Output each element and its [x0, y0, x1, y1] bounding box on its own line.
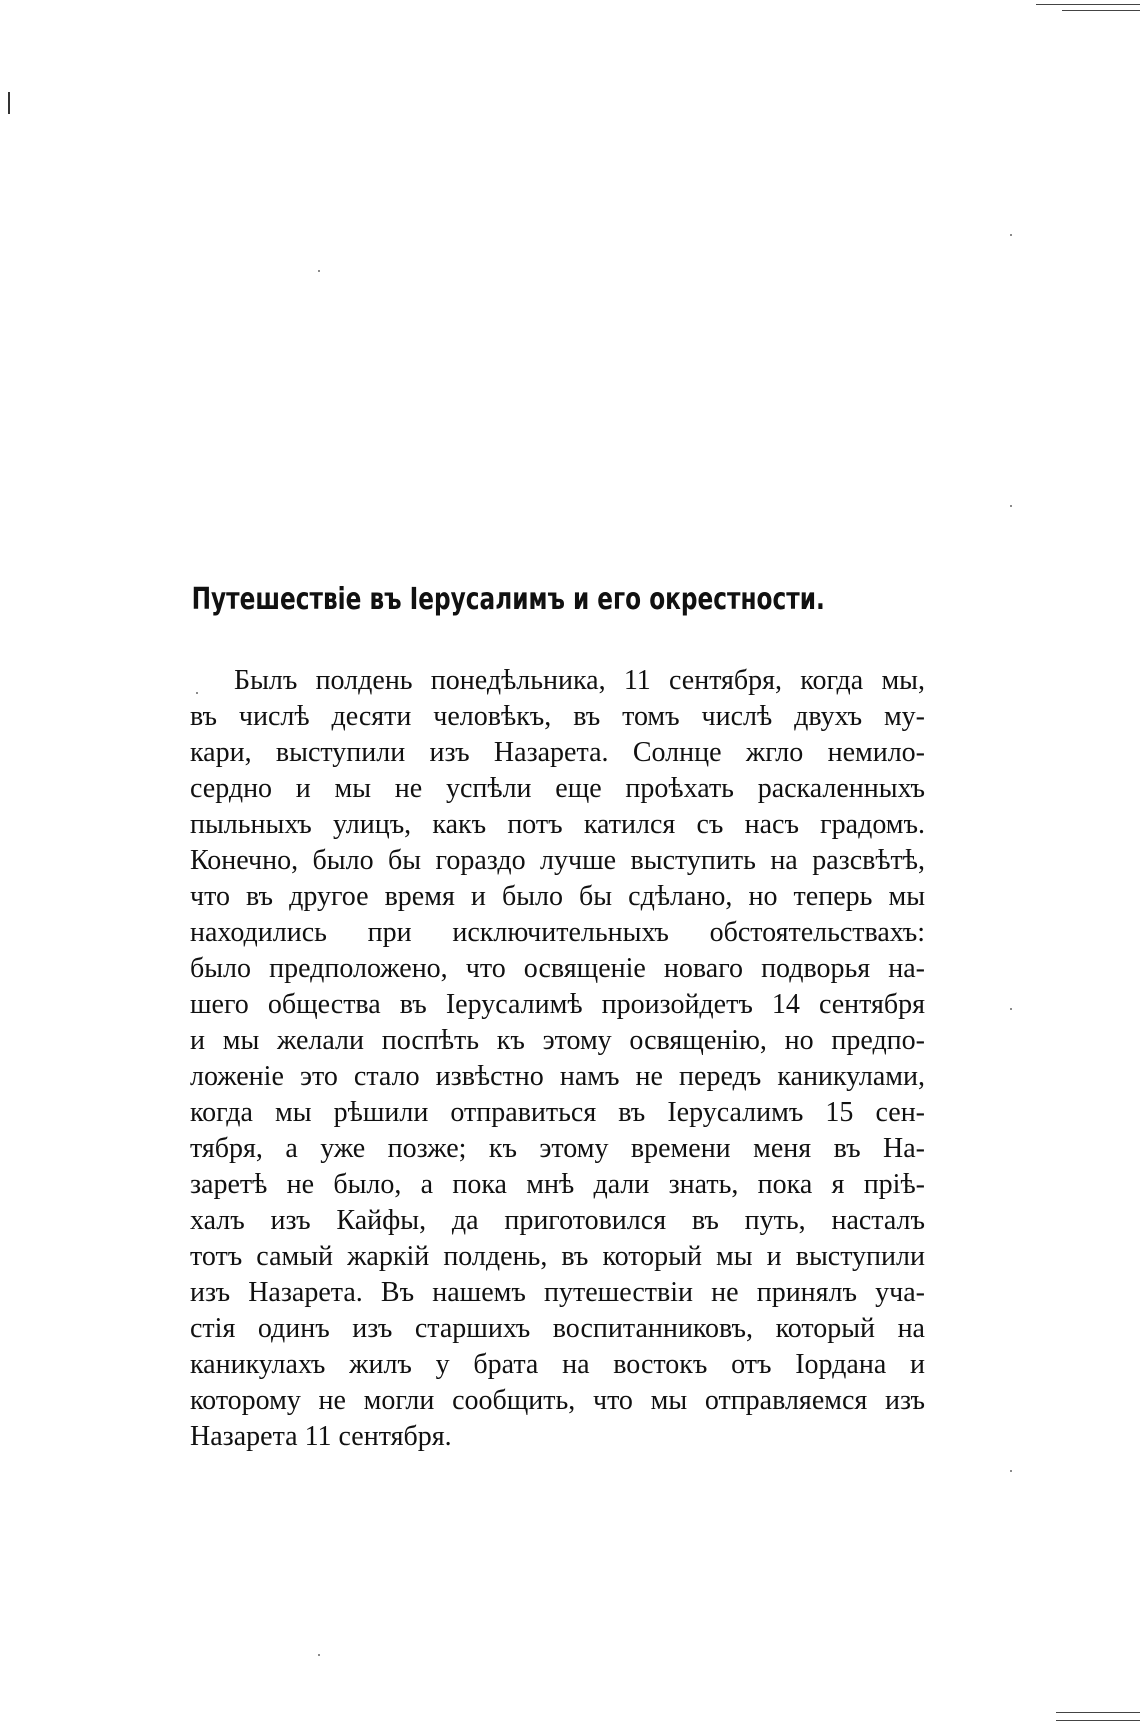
paragraph-line: каникулахъ жилъ у брата на востокъ отъ Іордана и	[190, 1349, 925, 1380]
paragraph-line: шего общества въ Іерусалимѣ произойдетъ 14 сентября	[190, 989, 925, 1020]
paragraph-line: Конечно, было бы гораздо лучше выступить на разсвѣтѣ,	[190, 845, 925, 876]
scan-margin-rule	[1036, 4, 1140, 5]
paragraph-line: заретѣ не было, а пока мнѣ дали знать, пока я пріѣ-	[190, 1169, 925, 1200]
paragraph-line: тября, а уже позже; къ этому времени меня въ На-	[190, 1133, 925, 1164]
scan-speck	[318, 270, 320, 272]
paragraph-line: было предположено, что освященіе новаго подворья на-	[190, 953, 925, 984]
scan-margin-rule	[1056, 1712, 1140, 1713]
paragraph-line: Назарета 11 сентября.	[190, 1421, 452, 1452]
scan-speck	[1010, 505, 1012, 507]
chapter-title: Путешествіе въ Іерусалимъ и его окрестности.	[191, 582, 825, 617]
paragraph-line: кари, выступили изъ Назарета. Солнце жгло немило-	[190, 737, 925, 768]
scan-edge-mark	[8, 92, 10, 114]
paragraph-line: находились при исключительныхъ обстоятельствахъ:	[190, 917, 925, 948]
paragraph-line: что въ другое время и было бы сдѣлано, но теперь мы	[190, 881, 925, 912]
scan-speck	[1010, 1008, 1012, 1010]
paragraph-line: халъ изъ Кайфы, да приготовился въ путь, насталъ	[190, 1205, 925, 1236]
scan-margin-rule	[1056, 1720, 1140, 1721]
scan-speck	[1010, 1470, 1012, 1472]
scan-speck	[318, 1654, 320, 1656]
paragraph-line: въ числѣ десяти человѣкъ, въ томъ числѣ двухъ му-	[190, 701, 925, 732]
paragraph-line: изъ Назарета. Въ нашемъ путешествіи не принялъ уча-	[190, 1277, 925, 1308]
paragraph-line: Былъ полдень понедѣльника, 11 сентября, когда мы,	[234, 665, 925, 696]
body-paragraph	[190, 663, 925, 1455]
scan-speck	[1010, 234, 1012, 236]
paragraph-line: тотъ самый жаркій полдень, въ который мы и выступили	[190, 1241, 925, 1272]
paragraph-line: пыльныхъ улицъ, какъ потъ катился съ насъ градомъ.	[190, 809, 925, 840]
scan-margin-rule	[1062, 10, 1140, 11]
paragraph-line: стія одинъ изъ старшихъ воспитанниковъ, который на	[190, 1313, 925, 1344]
paragraph-line: когда мы рѣшили отправиться въ Іерусалимъ 15 сен-	[190, 1097, 925, 1128]
paragraph-line: сердно и мы не успѣли еще проѣхать раскаленныхъ	[190, 773, 925, 804]
paragraph-line: которому не могли сообщить, что мы отправляемся изъ	[190, 1385, 925, 1416]
paragraph-line: ложеніе это стало извѣстно намъ не передъ каникулами,	[190, 1061, 925, 1092]
paragraph-line: и мы желали поспѣть къ этому освященію, но предпо-	[190, 1025, 925, 1056]
